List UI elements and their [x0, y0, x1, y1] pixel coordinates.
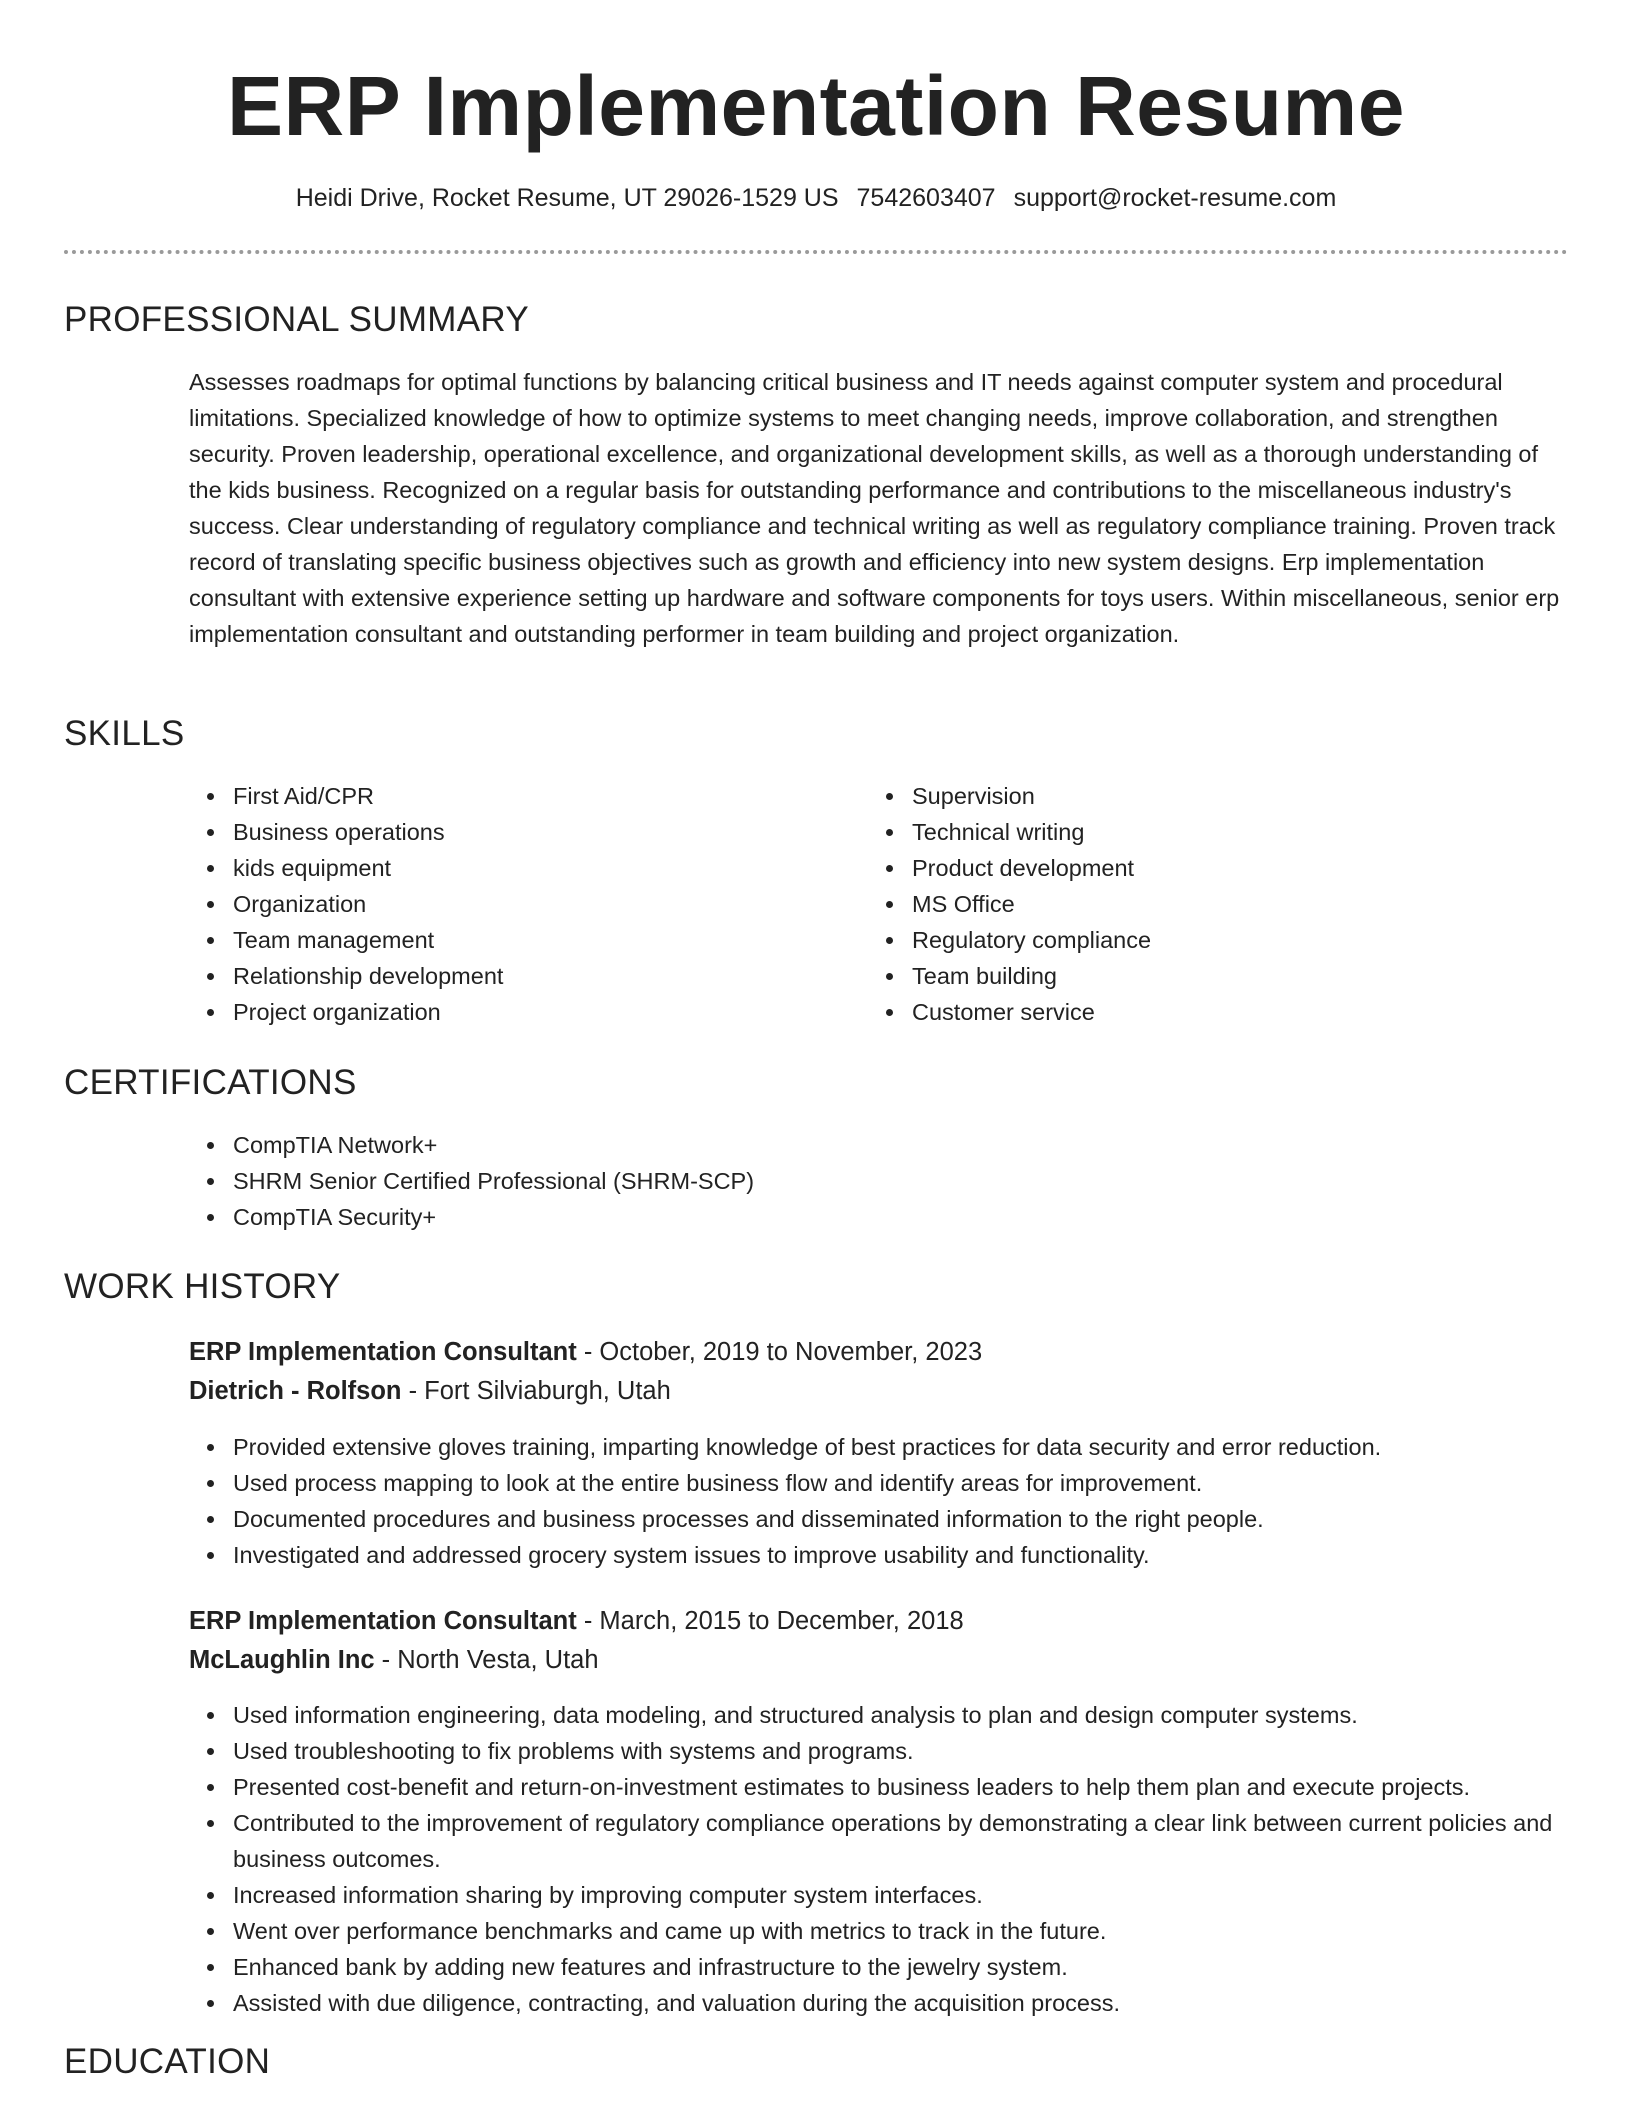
- certification-item: SHRM Senior Certified Professional (SHRM-SCP): [189, 1163, 1569, 1199]
- job-bullet: Used troubleshooting to fix problems with systems and programs.: [189, 1733, 1569, 1769]
- job-company: McLaughlin Inc: [189, 1646, 375, 1674]
- header-divider: [64, 250, 1568, 254]
- job-2-company-line: [189, 1642, 599, 1678]
- certification-item: CompTIA Network+: [189, 1127, 1569, 1163]
- skill-item: First Aid/CPR: [189, 778, 829, 814]
- contact-address: Heidi Drive, Rocket Resume, UT 29026-1529 US: [295, 184, 839, 212]
- summary-heading: PROFESSIONAL SUMMARY: [64, 300, 529, 339]
- job-2-bullets: [189, 1697, 1569, 2021]
- summary-text: Assesses roadmaps for optimal functions by balancing critical business and IT needs against computer system and procedural limitations. Specialized knowledge of how to optimize systems to meet changing needs, improve collaboration, and strengthen security. Proven leadership, operational excellence, and organizational development skills, as well as a thorough understanding of the kids business. Recognized on a regular basis for outstanding performance and contributions to the miscellaneous industry's success. Clear understanding of regulatory compliance and technical writing as well as regulatory compliance training. Proven track record of translating specific business objectives such as growth and efficiency into new system designs. Erp implementation consultant with extensive experience setting up hardware and software components for toys users. Within miscellaneous, senior erp implementation consultant and outstanding performer in team building and project organization.: [189, 369, 1560, 647]
- job-bullet: Used process mapping to look at the entire business flow and identify areas for improvement.: [189, 1465, 1569, 1501]
- job-company: Dietrich - Rolfson: [189, 1377, 402, 1405]
- skill-item: Customer service: [868, 994, 1508, 1030]
- job-bullet: Enhanced bank by adding new features and infrastructure to the jewelry system.: [189, 1949, 1569, 1985]
- skill-item: Product development: [868, 850, 1508, 886]
- job-bullet: Presented cost-benefit and return-on-investment estimates to business leaders to help them plan and execute projects.: [189, 1769, 1569, 1805]
- skill-item: Team building: [868, 958, 1508, 994]
- job-2-title-line: [189, 1603, 964, 1639]
- contact-email: support@rocket-resume.com: [1013, 184, 1337, 212]
- skills-heading: SKILLS: [64, 714, 185, 753]
- skill-item: kids equipment: [189, 850, 829, 886]
- contact-phone: 7542603407: [856, 184, 996, 212]
- skill-item: Regulatory compliance: [868, 922, 1508, 958]
- work-history-heading: WORK HISTORY: [64, 1267, 341, 1306]
- job-title: ERP Implementation Consultant: [189, 1607, 577, 1635]
- skill-item: Business operations: [189, 814, 829, 850]
- skill-item: Project organization: [189, 994, 829, 1030]
- job-bullet: Went over performance benchmarks and came up with metrics to track in the future.: [189, 1913, 1569, 1949]
- resume-title: ERP Implementation Resume: [227, 59, 1405, 153]
- certifications-list: [189, 1127, 1569, 1235]
- skill-item: Organization: [189, 886, 829, 922]
- job-location: - North Vesta, Utah: [374, 1646, 599, 1674]
- job-bullet: Assisted with due diligence, contracting, and valuation during the acquisition process.: [189, 1985, 1569, 2021]
- contact-line: [0, 180, 1632, 216]
- job-1-company-line: [189, 1373, 671, 1409]
- job-bullet: Increased information sharing by improving computer system interfaces.: [189, 1877, 1569, 1913]
- job-bullet: Investigated and addressed grocery system issues to improve usability and functionality.: [189, 1537, 1569, 1573]
- skill-item: Technical writing: [868, 814, 1508, 850]
- job-location: - Fort Silviaburgh, Utah: [401, 1377, 671, 1405]
- certifications-heading: CERTIFICATIONS: [64, 1063, 357, 1102]
- job-bullet: Contributed to the improvement of regulatory compliance operations by demonstrating a clear link between current policies and business outcomes.: [189, 1805, 1569, 1877]
- skill-item: Team management: [189, 922, 829, 958]
- job-1-title-line: [189, 1334, 982, 1370]
- skills-list-right: [868, 778, 1508, 1030]
- skills-list-left: [189, 778, 829, 1030]
- certification-item: CompTIA Security+: [189, 1199, 1569, 1235]
- skill-item: MS Office: [868, 886, 1508, 922]
- job-dates: - October, 2019 to November, 2023: [576, 1338, 983, 1366]
- job-bullet: Documented procedures and business processes and disseminated information to the right people.: [189, 1501, 1569, 1537]
- job-bullet: Used information engineering, data modeling, and structured analysis to plan and design computer systems.: [189, 1697, 1569, 1733]
- job-title: ERP Implementation Consultant: [189, 1338, 577, 1366]
- job-1-bullets: [189, 1429, 1569, 1573]
- skill-item: Relationship development: [189, 958, 829, 994]
- skill-item: Supervision: [868, 778, 1508, 814]
- education-heading: EDUCATION: [64, 2042, 271, 2081]
- job-bullet: Provided extensive gloves training, imparting knowledge of best practices for data security and error reduction.: [189, 1429, 1569, 1465]
- job-dates: - March, 2015 to December, 2018: [576, 1607, 964, 1635]
